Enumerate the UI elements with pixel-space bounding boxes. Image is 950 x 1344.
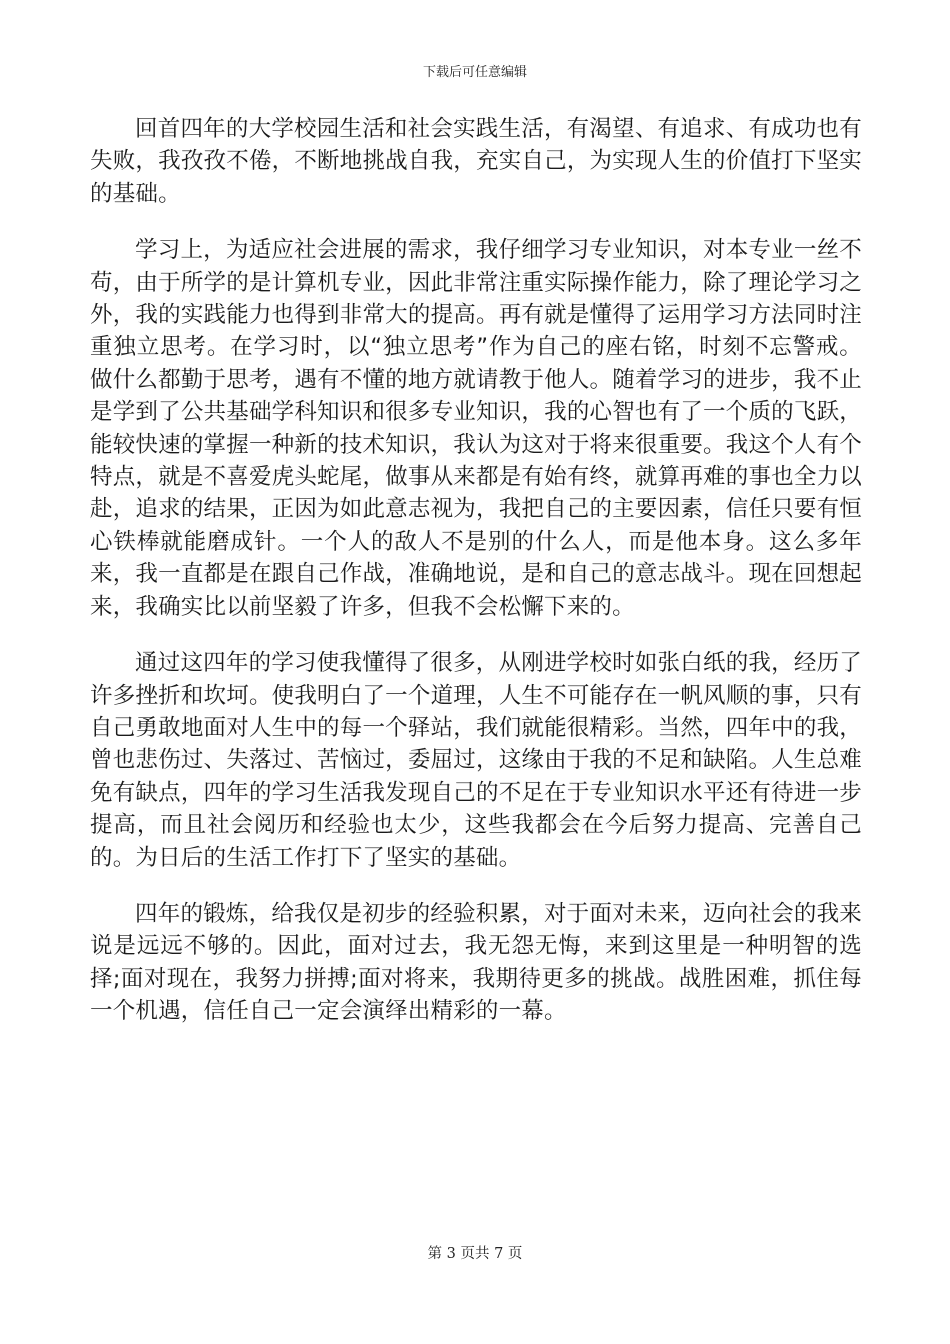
page-footer: 第 3 页共 7 页 bbox=[427, 1246, 523, 1262]
page-header: 下载后可任意编辑 bbox=[422, 65, 527, 80]
paragraph-1: 回首四年的大学校园生活和社会实践生活，有渴望、有追求、有成功也有失败，我孜孜不倦，不断地挑战自我，充实自己，为实现人生的价值打下坚实的基础。 bbox=[90, 116, 862, 207]
document-body bbox=[90, 113, 862, 1052]
paragraph-3: 通过这四年的学习使我懂得了很多，从刚进学校时如张白纸的我，经历了许多挫折和坎坷。使我明白了一个道理，人生不可能存在一帆风顺的事，只有自己勇敢地面对人生中的每一个驿站，我们就能很精彩。当然，四年中的我，曾也悲伤过、失落过、苦恼过，委屈过，这缘由于我的不足和缺陷。人生总难免有缺点，四年的学习生活我发现自己的不足在于专业知识水平还有待进一步提高，而且社会阅历和经验也太少，这些我都会在今后努力提高、完善自己的。为日后的生活工作打下了坚实的基础。 bbox=[90, 650, 862, 871]
paragraph-2: 学习上，为适应社会进展的需求，我仔细学习专业知识，对本专业一丝不苟，由于所学的是计算机专业，因此非常注重实际操作能力，除了理论学习之外，我的实践能力也得到非常大的提高。再有就是懂得了运用学习方法同时注重独立思考。在学习时，以“独立思考”作为自己的座右铭，时刻不忘警戒。做什么都勤于思考，遇有不懂的地方就请教于他人。随着学习的进步，我不止是学到了公共基础学科知识和很多专业知识，我的心智也有了一个质的飞跃，能较快速的掌握一种新的技术知识，我认为这对于将来很重要。我这个人有个特点，就是不喜爱虎头蛇尾，做事从来都是有始有终，就算再难的事也全力以赴，追求的结果，正因为如此意志视为，我把自己的主要因素，信任只要有恒心铁棒就能磨成针。一个人的敌人不是别的什么人，而是他本身。这么多年来，我一直都是在跟自己作战，准确地说，是和自己的意志战斗。现在回想起来，我确实比以前坚毅了许多，但我不会松懈下来的。 bbox=[90, 237, 862, 620]
paragraph-4: 四年的锻炼，给我仅是初步的经验积累，对于面对未来，迈向社会的我来说是远远不够的。因此，面对过去，我无怨无悔，来到这里是一种明智的选择;面对现在，我努力拼搏;面对将来，我期待更多的挑战。战胜困难，抓住每一个机遇，信任自己一定会演绎出精彩的一幕。 bbox=[90, 900, 862, 1025]
